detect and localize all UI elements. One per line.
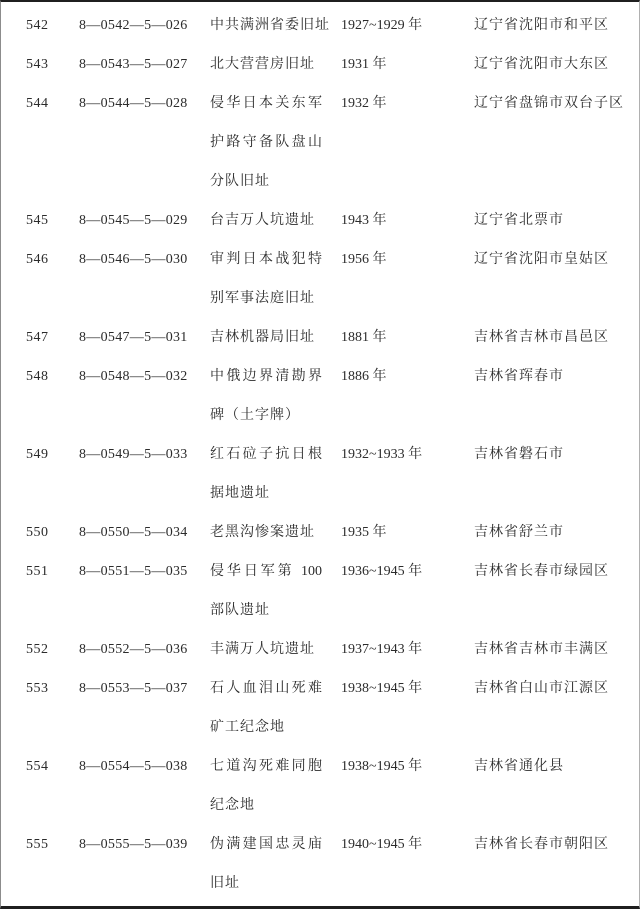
site-name-cell <box>210 6 330 45</box>
location-cell: 吉林省通化县 <box>474 759 564 774</box>
year-cell: 1938~1945 年 <box>341 759 423 774</box>
serial-number-cell: 545 <box>26 213 49 228</box>
site-code-cell: 8—0555—5—039 <box>79 837 188 852</box>
site-name-line: 中共满洲省委旧址 <box>210 18 330 33</box>
location-cell: 辽宁省北票市 <box>474 213 564 228</box>
site-name-line: 红石砬子抗日根 <box>210 447 322 462</box>
site-name-line: 护路守备队盘山 <box>210 135 322 150</box>
year-cell: 1938~1945 年 <box>341 681 423 696</box>
site-code-cell: 8—0546—5—030 <box>79 252 188 267</box>
table-row <box>1 318 639 357</box>
site-code-cell: 8—0552—5—036 <box>79 642 188 657</box>
location-cell: 吉林省舒兰市 <box>474 525 564 540</box>
year-cell: 1932~1933 年 <box>341 447 423 462</box>
site-code-cell: 8—0544—5—028 <box>79 96 188 111</box>
table-row <box>1 435 639 513</box>
site-name-cell <box>210 435 322 513</box>
site-name-cell <box>210 318 322 357</box>
location-cell: 吉林省白山市江源区 <box>474 681 609 696</box>
year-cell: 1932 年 <box>341 96 387 111</box>
site-name-line: 北大营营房旧址 <box>210 57 315 72</box>
location-cell: 辽宁省沈阳市大东区 <box>474 57 609 72</box>
site-name-line: 伪满建国忠灵庙 <box>210 837 322 852</box>
serial-number-cell: 549 <box>26 447 49 462</box>
table-row <box>1 84 639 201</box>
site-name-line: 侵华日本关东军 <box>210 96 322 111</box>
site-name-line: 丰满万人坑遗址 <box>210 642 315 657</box>
site-name-line: 台吉万人坑遗址 <box>210 213 315 228</box>
table-row <box>1 6 639 45</box>
serial-number-cell: 555 <box>26 837 49 852</box>
site-name-cell <box>210 84 322 201</box>
site-name-line: 石人血泪山死难 <box>210 681 322 696</box>
year-cell: 1943 年 <box>341 213 387 228</box>
site-code-cell: 8—0554—5—038 <box>79 759 188 774</box>
site-code-cell: 8—0548—5—032 <box>79 369 188 384</box>
serial-number-cell: 543 <box>26 57 49 72</box>
table-row <box>1 201 639 240</box>
site-name-line: 碑（土字牌） <box>210 408 300 423</box>
table-row <box>1 747 639 825</box>
site-code-cell: 8—0543—5—027 <box>79 57 188 72</box>
serial-number-cell: 550 <box>26 525 49 540</box>
location-cell: 吉林省长春市绿园区 <box>474 564 609 579</box>
table-row <box>1 240 639 318</box>
table-row <box>1 630 639 669</box>
serial-number-cell: 547 <box>26 330 49 345</box>
site-name-line: 分队旧址 <box>210 174 270 189</box>
site-name-cell <box>210 240 322 318</box>
year-cell: 1940~1945 年 <box>341 837 423 852</box>
site-name-cell <box>210 357 322 435</box>
site-name-cell <box>210 201 322 240</box>
serial-number-cell: 544 <box>26 96 49 111</box>
year-cell: 1937~1943 年 <box>341 642 423 657</box>
serial-number-cell: 553 <box>26 681 49 696</box>
year-cell: 1931 年 <box>341 57 387 72</box>
location-cell: 吉林省长春市朝阳区 <box>474 837 609 852</box>
site-name-line: 部队遗址 <box>210 603 270 618</box>
serial-number-cell: 542 <box>26 18 49 33</box>
year-cell: 1956 年 <box>341 252 387 267</box>
serial-number-cell: 548 <box>26 369 49 384</box>
site-code-cell: 8—0549—5—033 <box>79 447 188 462</box>
location-cell: 辽宁省沈阳市皇姑区 <box>474 252 609 267</box>
site-code-cell: 8—0542—5—026 <box>79 18 188 33</box>
table-row <box>1 669 639 747</box>
year-cell: 1936~1945 年 <box>341 564 423 579</box>
site-code-cell: 8—0545—5—029 <box>79 213 188 228</box>
site-code-cell: 8—0550—5—034 <box>79 525 188 540</box>
site-name-line: 矿工纪念地 <box>210 720 285 735</box>
site-name-line: 别军事法庭旧址 <box>210 291 315 306</box>
year-cell: 1886 年 <box>341 369 387 384</box>
table-row <box>1 513 639 552</box>
location-cell: 吉林省吉林市昌邑区 <box>474 330 609 345</box>
site-name-cell <box>210 513 322 552</box>
location-cell: 吉林省珲春市 <box>474 369 564 384</box>
location-cell: 辽宁省沈阳市和平区 <box>474 18 609 33</box>
year-cell: 1927~1929 年 <box>341 18 423 33</box>
serial-number-cell: 552 <box>26 642 49 657</box>
table-row <box>1 825 639 903</box>
site-name-cell <box>210 45 322 84</box>
site-name-cell <box>210 552 322 630</box>
table-row <box>1 552 639 630</box>
site-name-cell <box>210 825 322 903</box>
site-name-cell <box>210 630 322 669</box>
table-row <box>1 45 639 84</box>
site-name-line: 审判日本战犯特 <box>210 252 322 267</box>
year-cell: 1935 年 <box>341 525 387 540</box>
site-name-line: 中俄边界清勘界 <box>210 369 322 384</box>
site-code-cell: 8—0547—5—031 <box>79 330 188 345</box>
serial-number-cell: 554 <box>26 759 49 774</box>
site-name-line: 吉林机器局旧址 <box>210 330 315 345</box>
site-name-cell <box>210 669 322 747</box>
heritage-sites-table <box>1 6 639 903</box>
site-name-line: 纪念地 <box>210 798 255 813</box>
site-name-line: 侵华日军第 100 <box>210 564 322 579</box>
year-cell: 1881 年 <box>341 330 387 345</box>
site-name-line: 旧址 <box>210 876 240 891</box>
site-name-line: 七道沟死难同胞 <box>210 759 322 774</box>
serial-number-cell: 551 <box>26 564 49 579</box>
site-code-cell: 8—0551—5—035 <box>79 564 188 579</box>
location-cell: 吉林省磐石市 <box>474 447 564 462</box>
site-name-cell <box>210 747 322 825</box>
table-row <box>1 357 639 435</box>
site-name-line: 老黑沟惨案遗址 <box>210 525 315 540</box>
site-code-cell: 8—0553—5—037 <box>79 681 188 696</box>
site-name-line: 据地遗址 <box>210 486 270 501</box>
location-cell: 吉林省吉林市丰满区 <box>474 642 609 657</box>
serial-number-cell: 546 <box>26 252 49 267</box>
location-cell: 辽宁省盘锦市双台子区 <box>474 96 624 111</box>
